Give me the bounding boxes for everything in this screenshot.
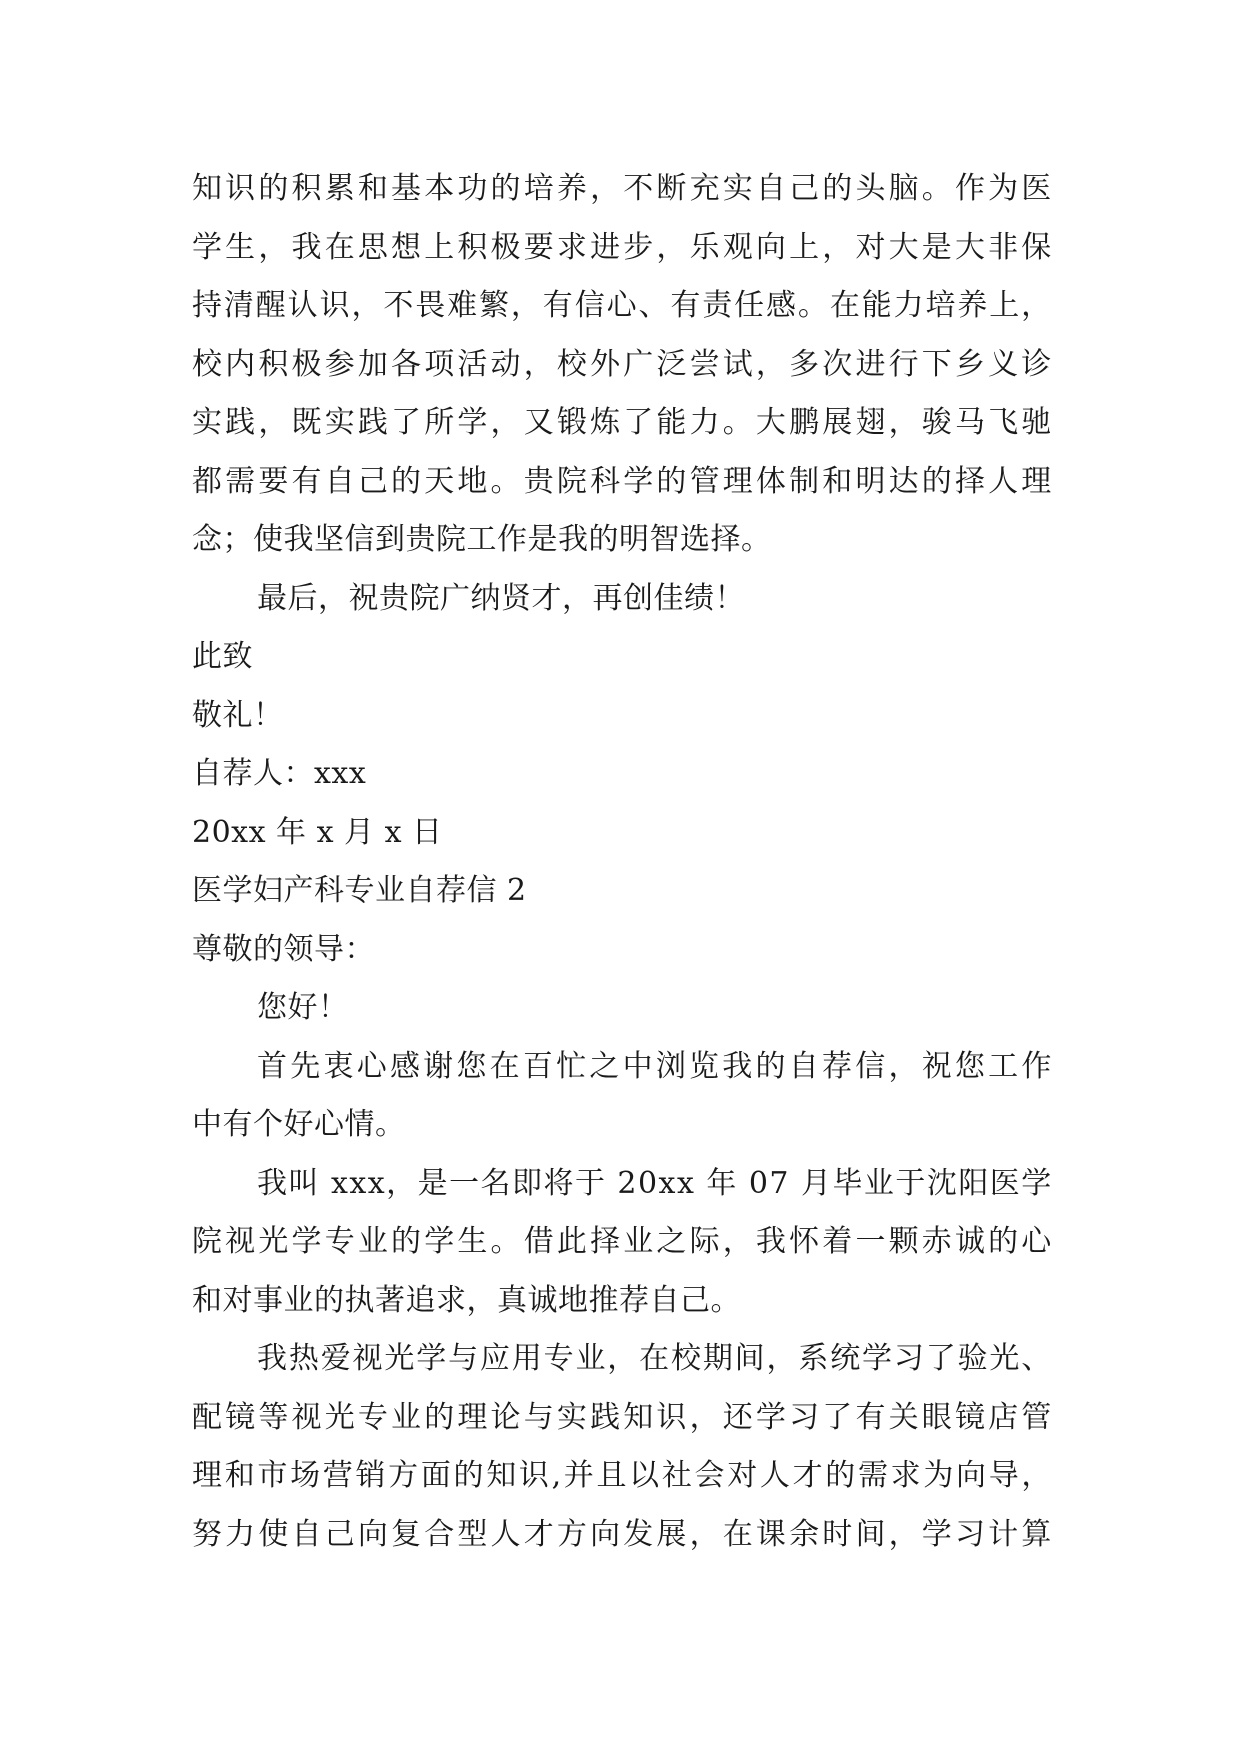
text-line: 知 识 的 积 累 和 基 本 功 的 培 养 ， 不 断 充 实 自 己 的 头 脑 。 作 为 医 [192, 171, 1052, 206]
signature: 自荐人：xxx [192, 756, 367, 791]
salutation-cizhi: 此致 [192, 639, 253, 674]
date-line: 20xx 年 x 月 x 日 [192, 814, 443, 850]
text-line: 学 生 ， 我 在 思 想 上 积 极 要 求 进 步 ， 乐 观 向 上 ， 对 大 是 大 非 保 [192, 229, 1052, 265]
text-line: 都 需 要 有 自 己 的 天 地 。 贵 院 科 学 的 管 理 体 制 和 明 达 的 择 人 理 [192, 463, 1052, 499]
greeting-recipient: 尊敬的领导： [192, 931, 375, 967]
document-body [192, 160, 1052, 1564]
text-line: 校 内 积 极 参 加 各 项 活 动 ， 校 外 广 泛 尝 试 ， 多 次 进 行 下 乡 义 诊 [192, 346, 1052, 382]
text-line: 中有个好心情。 [192, 1107, 406, 1142]
text-line: 和对事业的执著追求，真诚地推荐自己。 [192, 1282, 741, 1318]
salutation-jingli: 敬礼！ [192, 697, 284, 733]
text-line: 实 践 ， 既 实 践 了 所 学 ， 又 锻 炼 了 能 力 。 大 鹏 展 翅 ， 骏 马 飞 驰 [192, 405, 1052, 440]
text-line: 我 热 爱 视 光 学 与 应 用 专 业 ， 在 校 期 间 ， 系 统 学 习 了 验 光 、 [257, 1341, 1052, 1376]
greeting-hello: 您好！ [257, 990, 349, 1025]
text-line: 努 力 使 自 己 向 复 合 型 人 才 方 向 发 展 ， 在 课 余 时 间 ， 学 习 计 算 [192, 1516, 1052, 1552]
text-line: 我 叫 x x x ， 是 一 名 即 将 于 2 0 x x 年 0 7 月 毕 业 于 沈 阳 医 学 [257, 1165, 1052, 1201]
text-line: 院 视 光 学 专 业 的 学 生 。 借 此 择 业 之 际 ， 我 怀 着 一 颗 赤 诚 的 心 [192, 1224, 1052, 1259]
text-line: 配 镜 等 视 光 专 业 的 理 论 与 实 践 知 识 ， 还 学 习 了 有 关 眼 镜 店 管 [192, 1399, 1052, 1435]
text-line: 持 清 醒 认 识 ， 不 畏 难 繁 ， 有 信 心 、 有 责 任 感 。 在 能 力 培 养 上 ， [192, 288, 1052, 323]
closing-wish: 最后，祝贵院广纳贤才，再创佳绩！ [257, 580, 745, 616]
text-line: 理 和 市 场 营 销 方 面 的 知 识 , 并 且 以 社 会 对 人 才 的 需 求 为 向 导 ， [192, 1458, 1052, 1493]
text-line: 首 先 衷 心 感 谢 您 在 百 忙 之 中 浏 览 我 的 自 荐 信 ， 祝 您 工 作 [257, 1048, 1052, 1084]
text-line: 念；使我坚信到贵院工作是我的明智选择。 [192, 522, 772, 557]
section-title: 医学妇产科专业自荐信 2 [192, 873, 527, 908]
